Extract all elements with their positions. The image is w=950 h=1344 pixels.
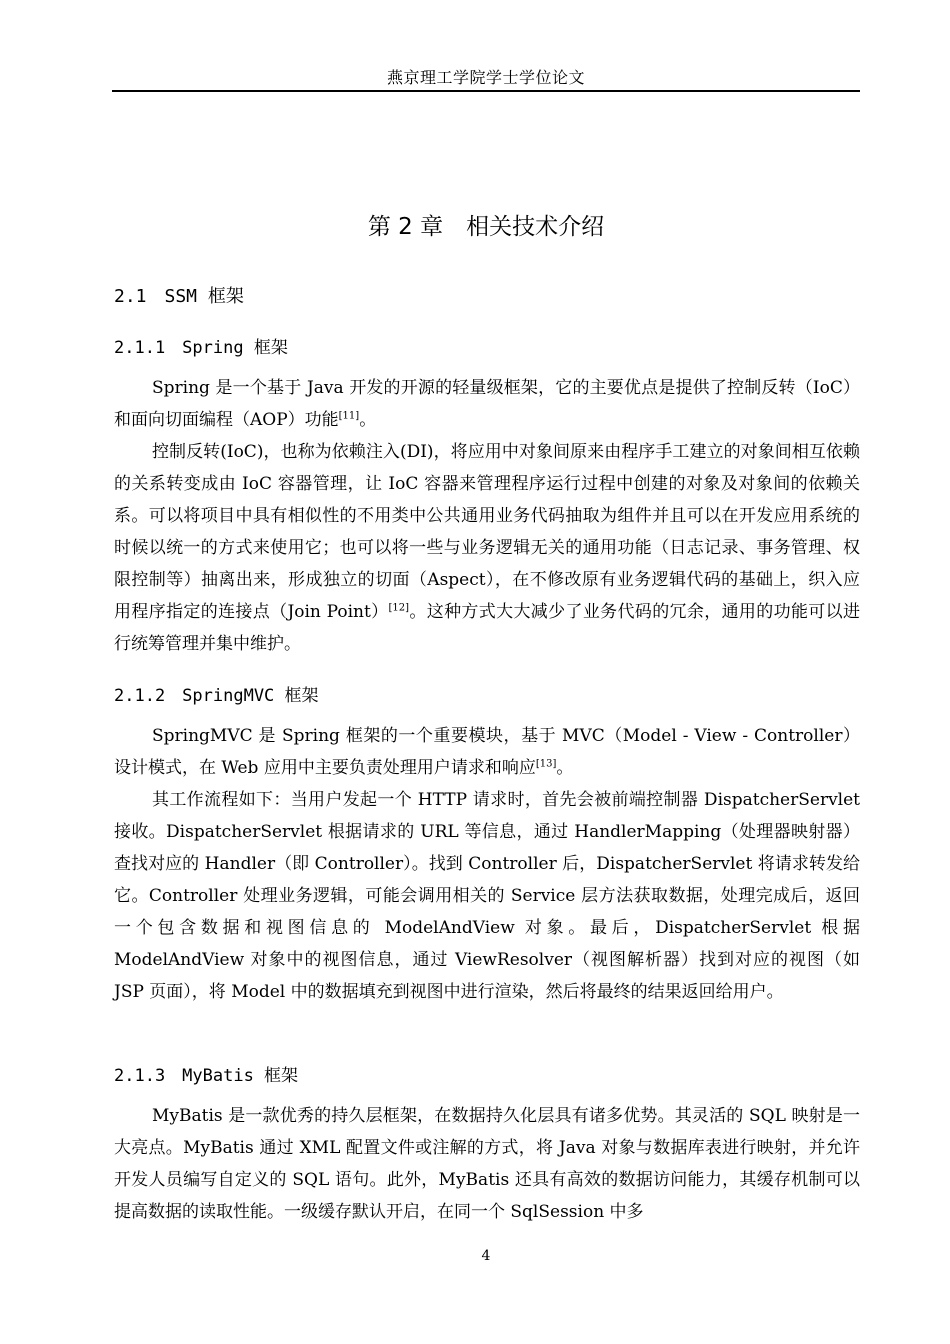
chapter-title: 第 2 章 相关技术介绍: [367, 214, 605, 240]
paragraph-text-end: 。: [359, 410, 377, 430]
paragraph-mybatis: MyBatis 是一款优秀的持久层框架，在数据持久化层具有诸多优势。其灵活的 SQL 映射是一大亮点。MyBatis 通过 XML 配置文件或注解的方式，将 Java 对象与数据库表进行映射，并允许开发人员编写自定义的 SQL 语句。此外，MyBatis 还具有高效的数据访问能力，其缓存机制可以提高数据的读取性能。一级缓存默认开启，在同一个 SqlSession 中多: [114, 1106, 860, 1222]
paragraph-text: Spring 是一个基于 Java 开发的开源的轻量级框架，它的主要优点是提供了控制反转（IoC）和面向切面编程（AOP）功能: [114, 378, 860, 430]
paragraph-spring-intro: [114, 372, 860, 436]
citation-ref: [13]: [535, 758, 557, 770]
citation-ref: [11]: [338, 410, 360, 422]
paragraph-ioc: [114, 436, 860, 660]
paragraph-springmvc-intro: [114, 720, 860, 784]
section-heading-2-1-1: 2.1.1 Spring 框架: [114, 338, 288, 358]
header-title: 燕京理工学院学士学位论文: [386, 68, 585, 87]
paragraph-text-end: 。: [556, 758, 574, 778]
page-number: 4: [481, 1248, 491, 1264]
paragraph-springmvc-workflow: 其工作流程如下：当用户发起一个 HTTP 请求时，首先会被前端控制器 DispatcherServlet 接收。DispatcherServlet 根据请求的 URL 等信息，通过 HandlerMapping（处理器映射器）查找对应的 Handler（即 Controller）。找到 Controller 后，DispatcherServlet 将请求转发给它。Controller 处理业务逻辑，可能会调用相关的 Service 层方法获取数据，处理完成后，返回一个包含数据和视图信息的 ModelAndView 对象。最后，DispatcherServlet 根据 ModelAndView 对象中的视图信息，通过 ViewResolver（视图解析器）找到对应的视图（如 JSP 页面），将 Model 中的数据填充到视图中进行渲染，然后将最终的结果返回给用户。: [114, 790, 860, 1002]
section-heading-2-1-3: 2.1.3 MyBatis 框架: [114, 1066, 299, 1086]
section-heading-2-1-2: 2.1.2 SpringMVC 框架: [114, 686, 319, 706]
section-heading-2-1: 2.1 SSM 框架: [114, 286, 244, 307]
paragraph-text-end: 。这种方式大大减少了业务代码的冗余，通用的功能可以进行统筹管理并集中维护。: [114, 602, 860, 654]
citation-ref: [12]: [388, 602, 410, 614]
paragraph-text: SpringMVC 是 Spring 框架的一个重要模块，基于 MVC（Model - View - Controller）设计模式，在 Web 应用中主要负责处理用户请求和响应: [114, 726, 860, 778]
paragraph-text: 控制反转(IoC)，也称为依赖注入(DI)，将应用中对象间原来由程序手工建立的对象间相互依赖的关系转变成由 IoC 容器管理，让 IoC 容器来管理程序运行过程中创建的对象及对象间的依赖关系。可以将项目中具有相似性的不用类中公共通用业务代码抽取为组件并且可以在开发应用系统的时候以统一的方式来使用它；也可以将一些与业务逻辑无关的通用功能（日志记录、事务管理、权限控制等）抽离出来，形成独立的切面（Aspect），在不修改原有业务逻辑代码的基础上，织入应用程序指定的连接点（Join Point）: [114, 442, 860, 622]
running-header: [112, 66, 860, 92]
